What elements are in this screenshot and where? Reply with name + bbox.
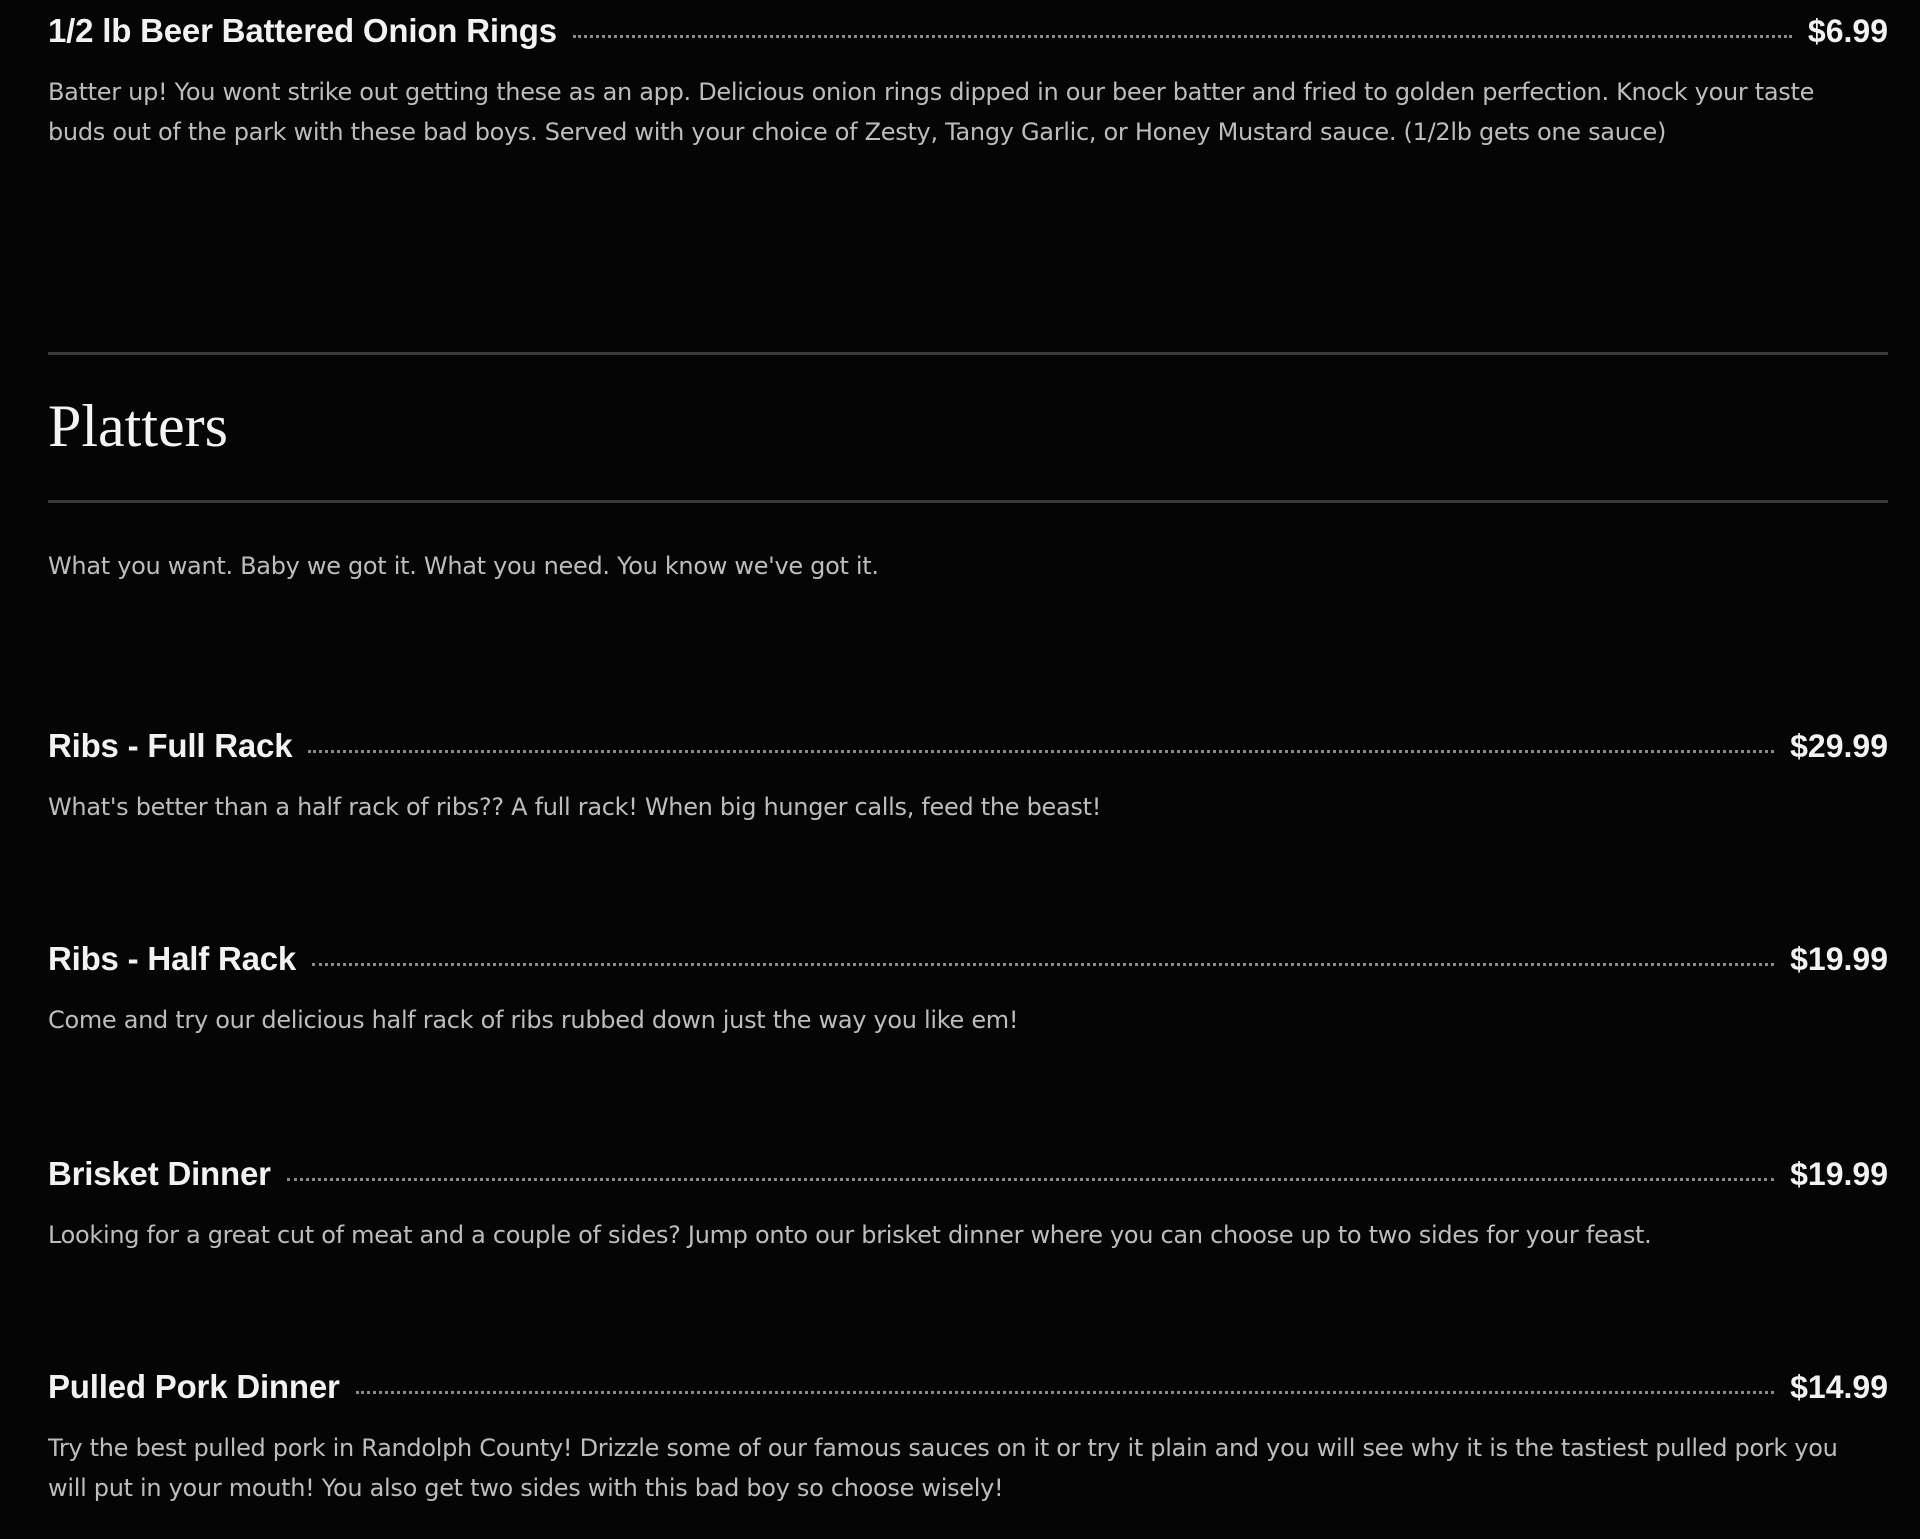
menu-item-price: $14.99 (1790, 1369, 1888, 1405)
dotted-leader (287, 1178, 1774, 1181)
menu-item-description: What's better than a half rack of ribs?? A full rack! When big hunger calls, feed the beast! (48, 793, 1102, 821)
menu-item-price: $19.99 (1790, 1156, 1888, 1192)
menu-item-onion-rings (48, 12, 1888, 152)
menu-item-pulled-pork-dinner (48, 1368, 1888, 1508)
menu-item-name: Ribs - Half Rack (48, 940, 297, 977)
menu-item-header (48, 12, 1888, 50)
menu-item-ribs-half-rack (48, 940, 1888, 1040)
menu-item-name: Brisket Dinner (48, 1155, 271, 1192)
menu-item-price: $6.99 (1807, 13, 1888, 49)
menu-item-description: Try the best pulled pork in Randolph County! Drizzle some of our famous sauces on it or try it plain and you will see why it is the tastiest pulled pork you will put in your mouth! You also get two sides with this bad boy so choose wisely! (48, 1434, 1838, 1502)
menu-item-price: $19.99 (1790, 941, 1888, 977)
menu-item-description: Looking for a great cut of meat and a couple of sides? Jump onto our brisket dinner where you can choose up to two sides for your feast. (48, 1221, 1652, 1249)
menu-item-brisket-dinner (48, 1155, 1888, 1255)
section-title: Platters (48, 393, 228, 459)
section-description: What you want. Baby we got it. What you need. You know we've got it. (48, 552, 879, 580)
menu-item-description: Come and try our delicious half rack of ribs rubbed down just the way you like em! (48, 1006, 1019, 1034)
menu-item-description: Batter up! You wont strike out getting these as an app. Delicious onion rings dipped in our beer batter and fried to golden perfection. Knock your taste buds out of the park with these bad boys. Served with your choice of Zesty, Tangy Garlic, or Honey Mustard sauce. (1/2lb gets one sauce) (48, 78, 1815, 146)
dotted-leader (573, 35, 1792, 38)
menu-item-header (48, 727, 1888, 765)
menu-item-header (48, 1368, 1888, 1406)
menu-item-header (48, 1155, 1888, 1193)
section-divider-bottom (48, 500, 1888, 503)
section-divider-top (48, 352, 1888, 355)
dotted-leader (312, 963, 1774, 966)
dotted-leader (356, 1391, 1774, 1394)
dotted-leader (308, 750, 1774, 753)
menu-item-name: Ribs - Full Rack (48, 727, 293, 764)
menu-item-name: Pulled Pork Dinner (48, 1368, 340, 1405)
menu-item-ribs-full-rack (48, 727, 1888, 827)
menu-item-header (48, 940, 1888, 978)
menu-item-name: 1/2 lb Beer Battered Onion Rings (48, 12, 557, 49)
menu-item-price: $29.99 (1790, 728, 1888, 764)
